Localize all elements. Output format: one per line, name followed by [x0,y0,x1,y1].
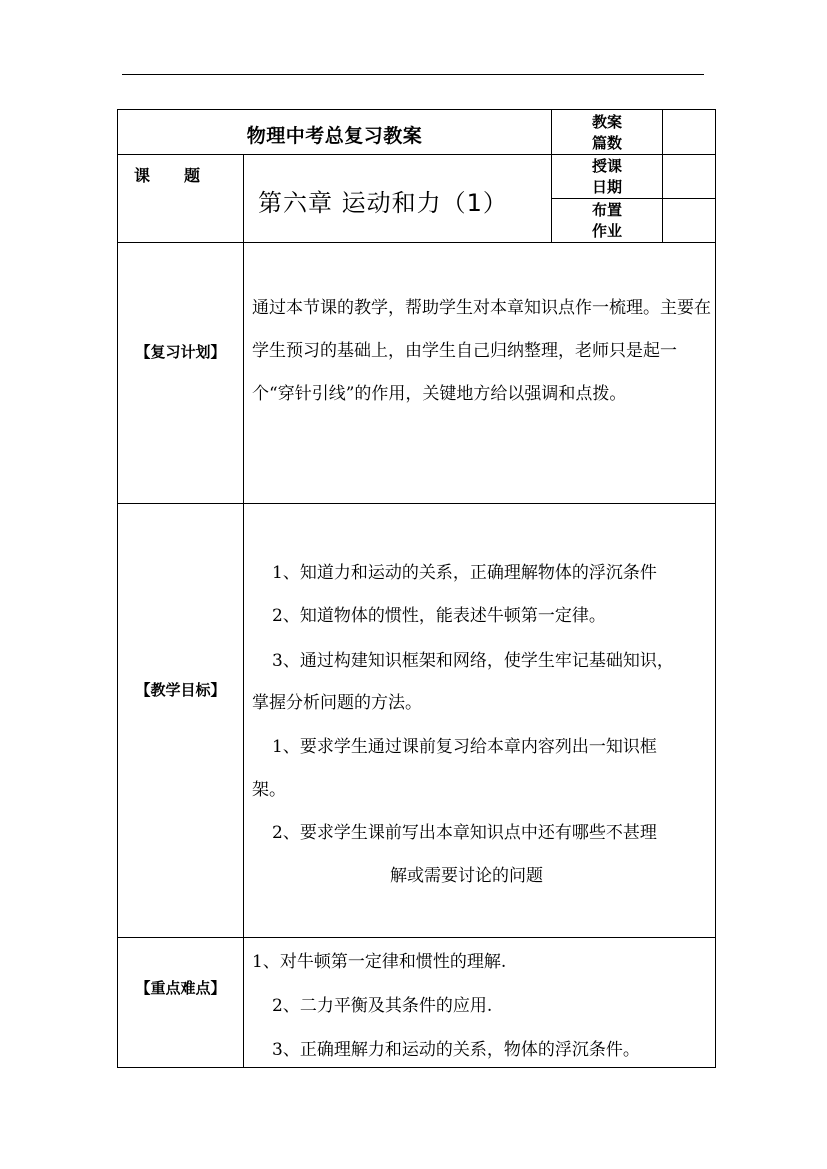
date-label-line2: 日期 [591,178,622,196]
review-plan-content-cell [243,242,716,503]
topic-label-b: 题 [184,166,201,185]
goal-line-7: 2、要求学生课前写出本章知识点中还有哪些不甚理 [272,823,657,843]
homework-value-cell [662,198,716,242]
goal-line-3: 3、通过构建知识框架和网络，使学生牢记基础知识， [272,651,674,671]
plan-count-label-line2: 篇数 [591,134,622,152]
teaching-goals-content-cell [243,503,716,937]
table-right-border [715,109,716,1068]
homework-label-line1: 布置 [591,201,622,219]
title-cell [117,109,551,154]
plan-count-value-cell [662,109,716,154]
topic-label-cell [117,154,243,242]
page-header-rule [122,74,704,75]
topic-label-a: 课 [134,166,151,185]
table-bottom-border [117,1067,716,1068]
key-points-content-cell [243,937,716,1068]
plan-count-label-line1: 教案 [591,113,622,131]
date-label-line1: 授课 [591,157,622,175]
homework-label-cell [551,198,662,242]
goal-line-8: 解或需要讨论的问题 [390,866,543,886]
chapter-cell [243,154,551,242]
plan-count-label-cell [551,109,662,154]
homework-label-line2: 作业 [591,222,622,240]
goal-line-4: 掌握分析问题的方法。 [252,693,422,713]
goal-line-6: 架。 [252,780,286,800]
chapter-title: 第六章 运动和力（1） [258,189,508,217]
goal-line-2: 2、知道物体的惯性，能表述牛顿第一定律。 [272,606,606,626]
teaching-goals-label-cell [117,503,243,937]
date-value-cell [662,154,716,198]
key-points-label: 【重点难点】 [135,979,226,997]
goal-line-1: 1、知道力和运动的关系，正确理解物体的浮沉条件 [272,563,657,583]
review-plan-label-cell [117,242,243,503]
teaching-goals-label: 【教学目标】 [135,681,226,699]
key-point-line-2: 2、二力平衡及其条件的应用. [272,996,493,1016]
key-points-label-cell [117,937,243,1068]
review-plan-text: 通过本节课的教学，帮助学生对本章知识点作一梳理。主要在学生预习的基础上，由学生自己归纳整理，老师只是起一个“穿针引线”的作用，关键地方给以强调和点拨。 [252,298,711,404]
date-label-cell [551,154,662,198]
key-point-line-3: 3、正确理解力和运动的关系，物体的浮沉条件。 [272,1040,640,1060]
key-point-line-1: 1、对牛顿第一定律和惯性的理解. [252,952,507,972]
review-plan-label: 【复习计划】 [135,343,226,361]
goal-line-5: 1、要求学生通过课前复习给本章内容列出一知识框 [272,737,657,757]
document-title: 物理中考总复习教案 [246,125,423,147]
